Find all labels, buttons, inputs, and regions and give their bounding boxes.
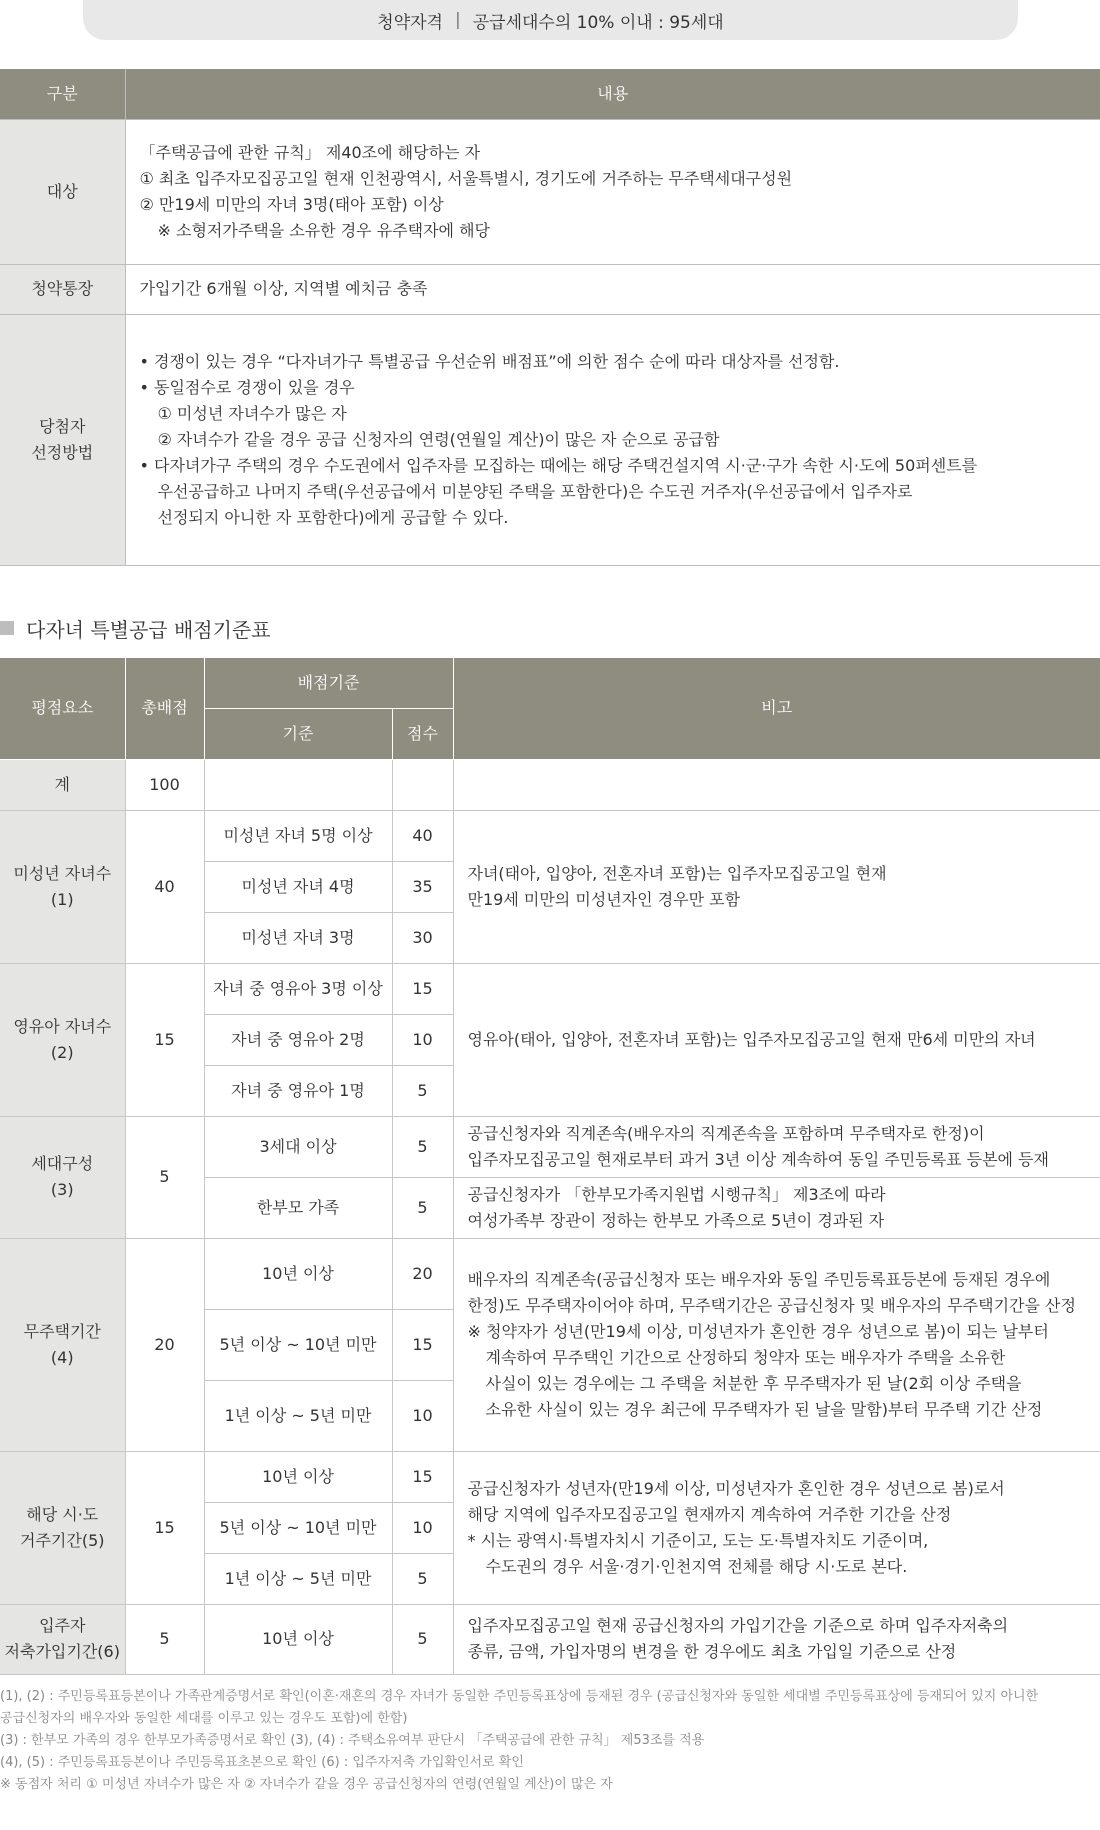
criteria-cell: 5년 이상 ~ 10년 미만: [204, 1309, 392, 1380]
footnote-line: ※ 동점자 처리 ① 미성년 자녀수가 많은 자 ② 자녀수가 같을 경우 공급신청자의 연령(연월일 계산)이 많은 자: [0, 1777, 613, 1792]
score-cell: 15: [392, 1451, 453, 1502]
note-cell: [453, 1116, 1100, 1177]
factor-label-line: 무주택기간: [23, 1321, 101, 1341]
table-row: [0, 759, 1100, 810]
footnote-line: 공급신청자의 배우자와 동일한 세대를 이루고 있는 경우도 포함)에 한함): [0, 1711, 408, 1726]
criteria-cell: 미성년 자녀 4명: [204, 861, 392, 912]
content-line: • 경쟁이 있는 경우 “다자녀가구 특별공급 우선순위 배점표”에 의한 점수 순에 따라 대상자를 선정함.: [139, 351, 840, 371]
criteria-cell: 자녀 중 영유아 1명: [204, 1065, 392, 1116]
note-line: 공급신청자가 「한부모가족지원법 시행규칙」 제3조에 따라: [467, 1184, 886, 1204]
col-header-criteria-group: 배점기준: [204, 658, 453, 708]
score-cell: 5: [392, 1177, 453, 1238]
criteria-cell: 1년 이상 ~ 5년 미만: [204, 1380, 392, 1451]
table-row: [0, 1451, 1100, 1502]
score-table-header-row: [0, 658, 1100, 708]
content-line: 가입기간 6개월 이상, 지역별 예치금 충족: [139, 279, 428, 298]
footnote-line: (4), (5) : 주민등록표등본이나 주민등록표초본으로 확인 (6) : 입주자저축 가입확인서로 확인: [0, 1755, 524, 1770]
content-line: ② 자녀수가 같을 경우 공급 신청자의 연령(연월일 계산)이 많은 자 순으로 공급함: [157, 429, 720, 449]
total-score: 100: [125, 759, 204, 810]
note-cell: [453, 810, 1100, 963]
note-cell: [453, 1177, 1100, 1238]
note-line: 수도권의 경우 서울·경기·인천지역 전체를 해당 시·도로 본다.: [485, 1556, 908, 1576]
note-line: 해당 지역에 입주자모집공고일 현재까지 계속하여 거주한 기간을 산정: [467, 1504, 952, 1524]
note-line: 만19세 미만의 미성년자인 경우만 포함: [467, 889, 741, 909]
criteria-cell: 10년 이상: [204, 1451, 392, 1502]
factor-label-line: 저축가입기간(6): [4, 1642, 120, 1661]
content-line: • 동일점수로 경쟁이 있을 경우: [139, 377, 355, 397]
row-label-line: 당첨자: [39, 416, 86, 436]
note-cell: [453, 1451, 1100, 1604]
factor-label-line: 해당 시·도: [26, 1504, 99, 1524]
col-header-note: 비고: [453, 658, 1100, 759]
factor-label: [0, 1116, 125, 1238]
table-row: [0, 1238, 1100, 1309]
row-label-target: 대상: [0, 119, 125, 264]
total-score: 20: [125, 1238, 204, 1451]
factor-label-line: 입주자: [39, 1616, 86, 1635]
criteria-cell: 10년 이상: [204, 1238, 392, 1309]
note-line: 영유아(태아, 입양아, 전혼자녀 포함)는 입주자모집공고일 현재 만6세 미만의 자녀: [467, 1029, 1036, 1049]
note-line: 공급신청자와 직계존속(배우자의 직계존속을 포함하며 무주택자로 한정)이: [467, 1123, 985, 1143]
score-cell: 20: [392, 1238, 453, 1309]
content-line: 우선공급하고 나머지 주택(우선공급에서 미분양된 주택을 포함한다)은 수도권 거주자(우선공급에서 입주자로: [157, 481, 913, 501]
factor-label-line: (2): [50, 1042, 74, 1062]
note-line: 입주자모집공고일 현재로부터 과거 3년 이상 계속하여 동일 주민등록표 등본에 등재: [467, 1149, 1049, 1169]
score-cell: 5: [392, 1604, 453, 1674]
factor-label: [0, 1451, 125, 1604]
header-right-text: 공급세대수의 10% 이내 : 95세대: [472, 12, 724, 33]
note-line: 한정)도 무주택자이어야 하며, 무주택기간은 공급신청자 및 배우자의 무주택기간을 산정: [467, 1295, 1076, 1315]
factor-label: [0, 810, 125, 963]
criteria-cell: 자녀 중 영유아 2명: [204, 1014, 392, 1065]
note-line: 배우자의 직계존속(공급신청자 또는 배우자와 동일 주민등록표등본에 등재된 경우에: [467, 1269, 1051, 1289]
factor-label-line: (4): [50, 1347, 74, 1367]
table-row: [0, 963, 1100, 1014]
row-content-target: [125, 119, 1100, 264]
note-line: 종류, 금액, 가입자명의 변경을 한 경우에도 최초 가입일 기준으로 산정: [467, 1642, 957, 1661]
table-row: [0, 314, 1100, 565]
criteria-cell: 10년 이상: [204, 1604, 392, 1674]
score-cell: 5: [392, 1553, 453, 1604]
score-cell: 35: [392, 861, 453, 912]
col-header-content: 내용: [125, 69, 1100, 119]
footnote-line: (1), (2) : 주민등록표등본이나 가족관계증명서로 확인(이혼·재혼의 경우 자녀가 동일한 주민등록표상에 등재된 경우 (공급신청자와 동일한 세대별 주민등록표상에 등재되어 있지 아니한: [0, 1689, 1039, 1704]
footnote-line: (3) : 한부모 가족의 경우 한부모가족증명서로 확인 (3), (4) : 주택소유여부 판단시 「주택공급에 관한 규칙」 제53조를 적용: [0, 1733, 705, 1748]
section-title: [0, 613, 271, 643]
note-line: 소유한 사실이 있는 경우 최근에 무주택자가 된 날을 말함)부터 무주택 기간 산정: [485, 1399, 1043, 1419]
eligibility-table: [0, 69, 1100, 566]
score-cell: 15: [392, 963, 453, 1014]
score-cell: 15: [392, 1309, 453, 1380]
eligibility-header: [83, 0, 1018, 40]
criteria-cell: 1년 이상 ~ 5년 미만: [204, 1553, 392, 1604]
score-table: [0, 658, 1100, 1675]
score-cell: 5: [392, 1065, 453, 1116]
criteria-cell: 미성년 자녀 3명: [204, 912, 392, 963]
total-score: 5: [125, 1116, 204, 1238]
header-divider: |: [454, 10, 461, 30]
factor-label: [0, 1238, 125, 1451]
table-row: [0, 264, 1100, 314]
row-label-selection: [0, 314, 125, 565]
score-cell: 10: [392, 1014, 453, 1065]
col-header-category: 구분: [0, 69, 125, 119]
header-left-text: 청약자격: [377, 12, 443, 33]
criteria-cell: 한부모 가족: [204, 1177, 392, 1238]
note-line: 여성가족부 장관이 정하는 한부모 가족으로 5년이 경과된 자: [467, 1210, 885, 1230]
content-line: ① 미성년 자녀수가 많은 자: [157, 403, 347, 423]
total-score: 40: [125, 810, 204, 963]
criteria-cell: 5년 이상 ~ 10년 미만: [204, 1502, 392, 1553]
content-line: 선정되지 아니한 자 포함한다)에게 공급할 수 있다.: [157, 507, 509, 527]
note-cell: [453, 1604, 1100, 1674]
note-cell: [453, 759, 1100, 810]
content-line: ※ 소형저가주택을 소유한 경우 유주택자에 해당: [157, 220, 491, 240]
section-title-text: 다자녀 특별공급 배점기준표: [26, 617, 271, 642]
note-line: 공급신청자가 성년자(만19세 이상, 미성년자가 혼인한 경우 성년으로 봄)로서: [467, 1478, 1005, 1498]
criteria-cell: 자녀 중 영유아 3명 이상: [204, 963, 392, 1014]
factor-label-line: 미성년 자녀수: [13, 863, 112, 883]
factor-label-line: (1): [50, 889, 74, 909]
factor-label: 계: [0, 759, 125, 810]
factor-label-line: 영유아 자녀수: [13, 1016, 112, 1036]
criteria-cell: 3세대 이상: [204, 1116, 392, 1177]
col-header-factor: 평점요소: [0, 658, 125, 759]
total-score: 15: [125, 1451, 204, 1604]
score-cell: 10: [392, 1502, 453, 1553]
note-line: 계속하여 무주택인 기간으로 산정하되 청약자 또는 배우자가 주택을 소유한: [485, 1347, 1006, 1367]
note-cell: [453, 1238, 1100, 1451]
factor-label: [0, 963, 125, 1116]
row-content-bankbook: [125, 264, 1100, 314]
col-header-total: 총배점: [125, 658, 204, 759]
score-cell: [392, 759, 453, 810]
factor-label: [0, 1604, 125, 1674]
row-label-bankbook: 청약통장: [0, 264, 125, 314]
footnotes: [0, 1686, 1100, 1796]
content-line: 「주택공급에 관한 규칙」 제40조에 해당하는 자: [139, 142, 481, 162]
row-content-selection: [125, 314, 1100, 565]
note-line: 입주자모집공고일 현재 공급신청자의 가입기간을 기준으로 하며 입주자저축의: [467, 1616, 1009, 1635]
note-line: 자녀(태아, 입양아, 전혼자녀 포함)는 입주자모집공고일 현재: [467, 863, 887, 883]
factor-label-line: 거주기간(5): [20, 1530, 105, 1550]
table-row: [0, 1604, 1100, 1674]
total-score: 15: [125, 963, 204, 1116]
content-line: ② 만19세 미만의 자녀 3명(태아 포함) 이상: [139, 194, 444, 214]
row-label-line: 선정방법: [31, 442, 94, 462]
score-cell: 5: [392, 1116, 453, 1177]
total-score: 5: [125, 1604, 204, 1674]
note-cell: [453, 963, 1100, 1116]
criteria-cell: [204, 759, 392, 810]
square-bullet-icon: [0, 621, 14, 635]
score-cell: 40: [392, 810, 453, 861]
content-line: ① 최초 입주자모집공고일 현재 인천광역시, 서울특별시, 경기도에 거주하는 무주택세대구성원: [139, 168, 793, 188]
factor-label-line: 세대구성: [31, 1154, 94, 1173]
note-line: 사실이 있는 경우에는 그 주택을 처분한 후 무주택자가 된 날(2회 이상 주택을: [485, 1373, 1022, 1393]
content-line: • 다자녀가구 주택의 경우 수도권에서 입주자를 모집하는 때에는 해당 주택건설지역 시·군·구가 속한 시·도에 50퍼센트를: [139, 455, 978, 475]
table-row: [0, 1116, 1100, 1177]
criteria-cell: 미성년 자녀 5명 이상: [204, 810, 392, 861]
col-header-criteria: 기준: [204, 708, 392, 759]
table-row: [0, 810, 1100, 861]
col-header-score: 점수: [392, 708, 453, 759]
table-row: [0, 119, 1100, 264]
note-line: * 시는 광역시·특별자치시 기준이고, 도는 도·특별자치도 기준이며,: [467, 1530, 929, 1550]
eligibility-table-header-row: [0, 69, 1100, 119]
score-cell: 10: [392, 1380, 453, 1451]
note-line: ※ 청약자가 성년(만19세 이상, 미성년자가 혼인한 경우 성년으로 봄)이 되는 날부터: [467, 1321, 1049, 1341]
factor-label-line: (3): [50, 1180, 74, 1199]
score-cell: 30: [392, 912, 453, 963]
